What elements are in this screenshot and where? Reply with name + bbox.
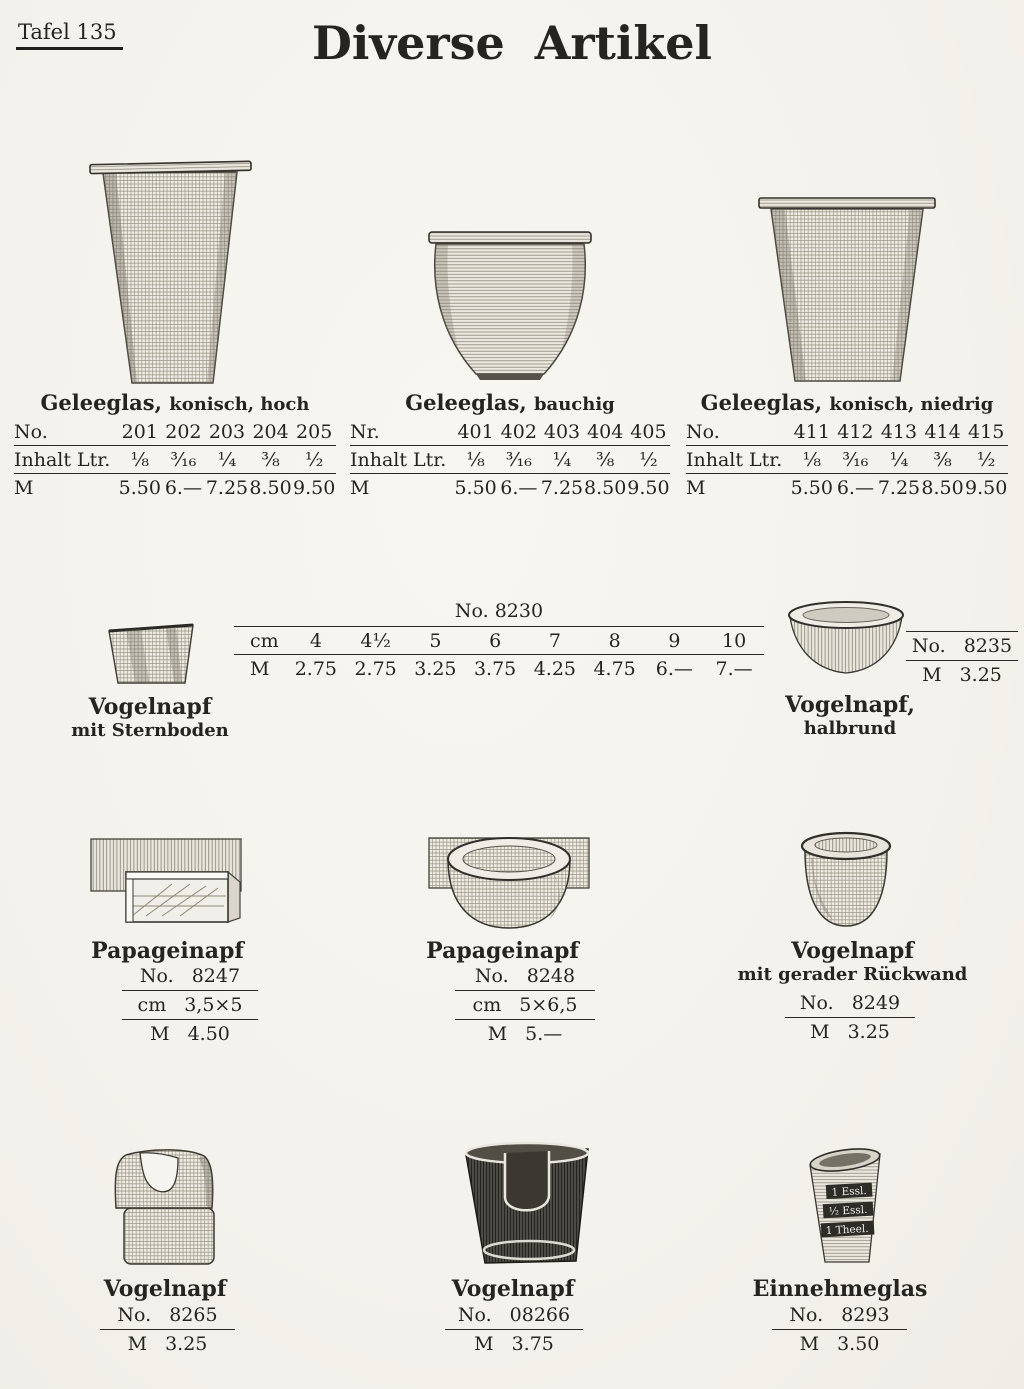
papageinapf-8248-table bbox=[455, 963, 595, 1047]
row-label: Inhalt Ltr. bbox=[14, 449, 111, 471]
vogelnapf-8249-caption bbox=[720, 938, 985, 985]
value-cell: 3.50 bbox=[837, 1333, 880, 1355]
value-cell: 7 bbox=[548, 630, 561, 652]
value-cell: 8235 bbox=[963, 635, 1013, 657]
value-cell: ¹⁄₄ bbox=[217, 449, 237, 471]
value-cell: 415 bbox=[968, 421, 1005, 443]
value-cell: 3.75 bbox=[511, 1333, 554, 1355]
divider bbox=[906, 660, 1018, 661]
value-cell: 414 bbox=[924, 421, 961, 443]
table-row-number bbox=[772, 1302, 907, 1328]
vogelnapf-8265-image bbox=[102, 1146, 226, 1272]
value-cell: ¹⁄₄ bbox=[552, 449, 572, 471]
value-cell: ³⁄₁₆ bbox=[170, 449, 197, 471]
vogelnapf-08266-table bbox=[445, 1302, 583, 1357]
table-row-number bbox=[785, 990, 915, 1016]
row-label: No. bbox=[117, 1304, 152, 1326]
value-cell: 5 bbox=[429, 630, 442, 652]
value-cell: 404 bbox=[587, 421, 624, 443]
value-cell: ¹⁄₂ bbox=[976, 449, 996, 471]
value-cell: ³⁄₈ bbox=[933, 449, 952, 471]
caption-line: Papageinapf bbox=[91, 938, 244, 964]
table-row-size bbox=[455, 992, 595, 1018]
value-cell: 5.— bbox=[525, 1023, 563, 1045]
divider bbox=[445, 1329, 583, 1330]
value-cell: 202 bbox=[165, 421, 202, 443]
value-cell: 8249 bbox=[851, 992, 901, 1014]
value-cell: 5×6,5 bbox=[519, 994, 578, 1016]
value-cell: 2.75 bbox=[354, 658, 397, 680]
value-cell: 6 bbox=[489, 630, 502, 652]
value-cell: 7.25 bbox=[877, 477, 921, 499]
value-cell: ¹⁄₄ bbox=[889, 449, 909, 471]
table-row-prices bbox=[14, 474, 336, 501]
geleeglas-konisch-niedrig-table bbox=[686, 390, 1008, 501]
table-row-numbers bbox=[14, 418, 336, 445]
papageinapf-8248-image bbox=[427, 826, 591, 932]
row-label: No. bbox=[139, 965, 174, 987]
table-row-price bbox=[455, 1021, 595, 1047]
table-title bbox=[14, 390, 336, 415]
row-label: Inhalt Ltr. bbox=[686, 449, 783, 471]
value-cell: 6.— bbox=[836, 477, 874, 499]
row-label: M bbox=[799, 1333, 820, 1355]
value-cell: 402 bbox=[500, 421, 537, 443]
value-cell: 8.50 bbox=[249, 477, 292, 499]
value-cell: 401 bbox=[457, 421, 494, 443]
row-label: No. bbox=[789, 1304, 824, 1326]
papageinapf-8248-caption bbox=[390, 938, 615, 964]
geleeglas-bauchig-image bbox=[424, 228, 596, 386]
product-name: Geleeglas, bbox=[40, 390, 162, 415]
value-cell: ³⁄₈ bbox=[261, 449, 280, 471]
papageinapf-8247-table bbox=[122, 963, 258, 1047]
table-row-number bbox=[445, 1302, 583, 1328]
divider bbox=[122, 990, 258, 991]
row-label: M bbox=[474, 1333, 494, 1355]
value-cell: 205 bbox=[296, 421, 333, 443]
value-cell: 412 bbox=[837, 421, 874, 443]
row-label: No. bbox=[474, 965, 509, 987]
value-cell: 411 bbox=[793, 421, 830, 443]
table-row-price bbox=[100, 1331, 235, 1357]
value-cell: 204 bbox=[252, 421, 289, 443]
vogelnapf-8249-image bbox=[797, 828, 895, 932]
value-cell: ¹⁄₂ bbox=[304, 449, 324, 471]
vogelnapf-8249-table bbox=[785, 990, 915, 1045]
row-label: Inhalt Ltr. bbox=[350, 449, 447, 471]
dose-marking: 1 Essl. bbox=[831, 1184, 868, 1199]
table-row-prices bbox=[350, 474, 670, 501]
table-row-contents bbox=[350, 446, 670, 473]
value-cell: 4.50 bbox=[187, 1023, 230, 1045]
vogelnapf-halbrund-caption bbox=[770, 692, 930, 739]
row-label: No. bbox=[457, 1304, 492, 1326]
row-label: M bbox=[350, 477, 370, 499]
row-label: M bbox=[487, 1023, 508, 1045]
value-cell: 5.50 bbox=[454, 477, 497, 499]
value-cell: 5.50 bbox=[118, 477, 161, 499]
value-cell: 203 bbox=[208, 421, 246, 443]
row-label: M bbox=[810, 1021, 830, 1043]
divider bbox=[455, 990, 595, 991]
geleeglas-konisch-niedrig-image bbox=[756, 192, 938, 384]
dose-marking: 1 Theel. bbox=[825, 1222, 869, 1238]
value-cell: 9.50 bbox=[627, 477, 670, 499]
vogelnapf-8265-caption bbox=[60, 1276, 270, 1302]
table-row-size bbox=[122, 992, 258, 1018]
caption-line: Vogelnapf bbox=[791, 938, 914, 964]
geleeglas-konisch-hoch-table bbox=[14, 390, 336, 501]
value-cell: 9.50 bbox=[965, 477, 1008, 499]
value-cell: 7.25 bbox=[540, 477, 584, 499]
table-row-numbers bbox=[350, 418, 670, 445]
table-row-prices bbox=[234, 655, 764, 682]
value-cell: ¹⁄₂ bbox=[639, 449, 658, 471]
table-row-price bbox=[785, 1019, 915, 1045]
row-label: Nr. bbox=[350, 421, 380, 443]
row-label: cm bbox=[137, 994, 167, 1016]
row-label: cm bbox=[472, 994, 502, 1016]
value-cell: 6.— bbox=[655, 658, 693, 680]
table-row-sizes bbox=[234, 627, 764, 654]
plate-label: Tafel 135 bbox=[16, 20, 123, 50]
row-label: M bbox=[14, 477, 34, 499]
table-row-price bbox=[772, 1331, 907, 1357]
value-cell: ³⁄₁₆ bbox=[505, 449, 532, 471]
caption-line: mit Sternboden bbox=[71, 720, 229, 741]
einnehmeglas-8293-caption bbox=[735, 1276, 945, 1302]
value-cell: 8.50 bbox=[921, 477, 964, 499]
table-row-number bbox=[455, 963, 595, 989]
vogelnapf-sternboden-caption bbox=[40, 694, 260, 741]
vogelnapf-8265-table bbox=[100, 1302, 235, 1357]
value-cell: ³⁄₈ bbox=[596, 449, 615, 471]
row-label: No. bbox=[799, 992, 834, 1014]
caption-line: Papageinapf bbox=[426, 938, 579, 964]
table-row-number bbox=[906, 633, 1018, 659]
table-row-contents bbox=[686, 446, 1008, 473]
value-cell: 7.25 bbox=[205, 477, 249, 499]
value-cell: ³⁄₁₆ bbox=[842, 449, 869, 471]
caption-line: Vogelnapf bbox=[451, 1276, 575, 1302]
vogelnapf-08266-caption bbox=[408, 1276, 618, 1302]
page-title: Diverse Artikel bbox=[311, 16, 713, 70]
value-cell: 3.25 bbox=[847, 1021, 890, 1043]
value-cell: 413 bbox=[880, 421, 918, 443]
papageinapf-8247-caption bbox=[55, 938, 280, 964]
vogelnapf-8230-table bbox=[234, 600, 764, 682]
table-title bbox=[350, 390, 670, 415]
table-row-number bbox=[122, 963, 258, 989]
value-cell: 8265 bbox=[169, 1304, 218, 1326]
value-cell: 7.— bbox=[715, 658, 753, 680]
caption-line: Einnehmeglas bbox=[752, 1276, 928, 1302]
divider bbox=[455, 1019, 595, 1020]
vogelnapf-sternboden-image bbox=[104, 622, 198, 688]
table-row-numbers bbox=[686, 418, 1008, 445]
value-cell: 8248 bbox=[526, 965, 576, 987]
product-variant: konisch, hoch bbox=[169, 394, 310, 415]
divider bbox=[122, 1019, 258, 1020]
value-cell: 8 bbox=[608, 630, 621, 652]
value-cell: 9 bbox=[668, 630, 681, 652]
value-cell: ¹⁄₈ bbox=[130, 449, 149, 471]
vogelnapf-08266-image bbox=[452, 1140, 602, 1270]
value-cell: 8293 bbox=[841, 1304, 890, 1326]
table-title bbox=[686, 390, 1008, 415]
geleeglas-konisch-hoch-image bbox=[86, 157, 258, 387]
divider bbox=[906, 631, 1018, 632]
value-cell: 10 bbox=[722, 630, 747, 652]
value-cell: 4.75 bbox=[593, 658, 636, 680]
product-variant: konisch, niedrig bbox=[829, 394, 994, 415]
value-cell: ¹⁄₈ bbox=[802, 449, 821, 471]
value-cell: 8.50 bbox=[584, 477, 627, 499]
caption-line: Vogelnapf bbox=[88, 694, 212, 720]
value-cell: 3.25 bbox=[959, 664, 1002, 686]
row-label: M bbox=[127, 1333, 148, 1355]
product-name: Geleeglas, bbox=[405, 390, 527, 415]
row-label: M bbox=[686, 477, 706, 499]
vogelnapf-halbrund-table bbox=[906, 630, 1018, 688]
value-cell: 201 bbox=[121, 421, 158, 443]
value-cell: 3.25 bbox=[414, 658, 457, 680]
value-cell: 6.— bbox=[164, 477, 202, 499]
value-cell: 3,5×5 bbox=[184, 994, 243, 1016]
table-title: No. 8230 bbox=[454, 600, 544, 622]
value-cell: 403 bbox=[543, 421, 581, 443]
product-name: Geleeglas, bbox=[700, 390, 823, 415]
row-label: No. bbox=[911, 635, 946, 657]
caption-line: Vogelnapf bbox=[103, 1276, 227, 1302]
value-cell: 6.— bbox=[500, 477, 538, 499]
value-cell: 4.25 bbox=[533, 658, 577, 680]
row-label: M bbox=[922, 664, 942, 686]
table-row-contents bbox=[14, 446, 336, 473]
row-label: No. bbox=[686, 421, 720, 443]
value-cell: 4 bbox=[309, 630, 322, 652]
row-label: M bbox=[250, 658, 270, 680]
value-cell: ¹⁄₈ bbox=[466, 449, 485, 471]
value-cell: 08266 bbox=[509, 1304, 571, 1326]
caption-line: mit gerader Rückwand bbox=[737, 964, 968, 985]
table-row-price bbox=[906, 662, 1018, 688]
papageinapf-8247-image bbox=[88, 832, 248, 930]
divider bbox=[772, 1329, 907, 1330]
value-cell: 4¹⁄₂ bbox=[360, 630, 391, 652]
einnehmeglas-8293-image bbox=[799, 1146, 891, 1270]
row-label: cm bbox=[250, 630, 279, 652]
caption-line: halbrund bbox=[803, 718, 897, 739]
table-row-price bbox=[122, 1021, 258, 1047]
value-cell: 5.50 bbox=[790, 477, 833, 499]
table-row-price bbox=[445, 1331, 583, 1357]
value-cell: 3.25 bbox=[165, 1333, 208, 1355]
product-variant: bauchig bbox=[533, 394, 615, 415]
dose-marking: ½ Essl. bbox=[828, 1203, 868, 1218]
divider bbox=[100, 1329, 235, 1330]
vogelnapf-halbrund-image bbox=[786, 600, 906, 688]
value-cell: 8247 bbox=[191, 965, 241, 987]
row-label: No. bbox=[14, 421, 48, 443]
divider bbox=[785, 1017, 915, 1018]
table-row-number bbox=[100, 1302, 235, 1328]
einnehmeglas-8293-table bbox=[772, 1302, 907, 1357]
row-label: M bbox=[150, 1023, 170, 1045]
geleeglas-bauchig-table bbox=[350, 390, 670, 501]
value-cell: 2.75 bbox=[294, 658, 338, 680]
table-row-prices bbox=[686, 474, 1008, 501]
caption-line: Vogelnapf, bbox=[785, 692, 915, 718]
value-cell: 405 bbox=[630, 421, 667, 443]
value-cell: 3.75 bbox=[473, 658, 517, 680]
value-cell: 9.50 bbox=[293, 477, 336, 499]
